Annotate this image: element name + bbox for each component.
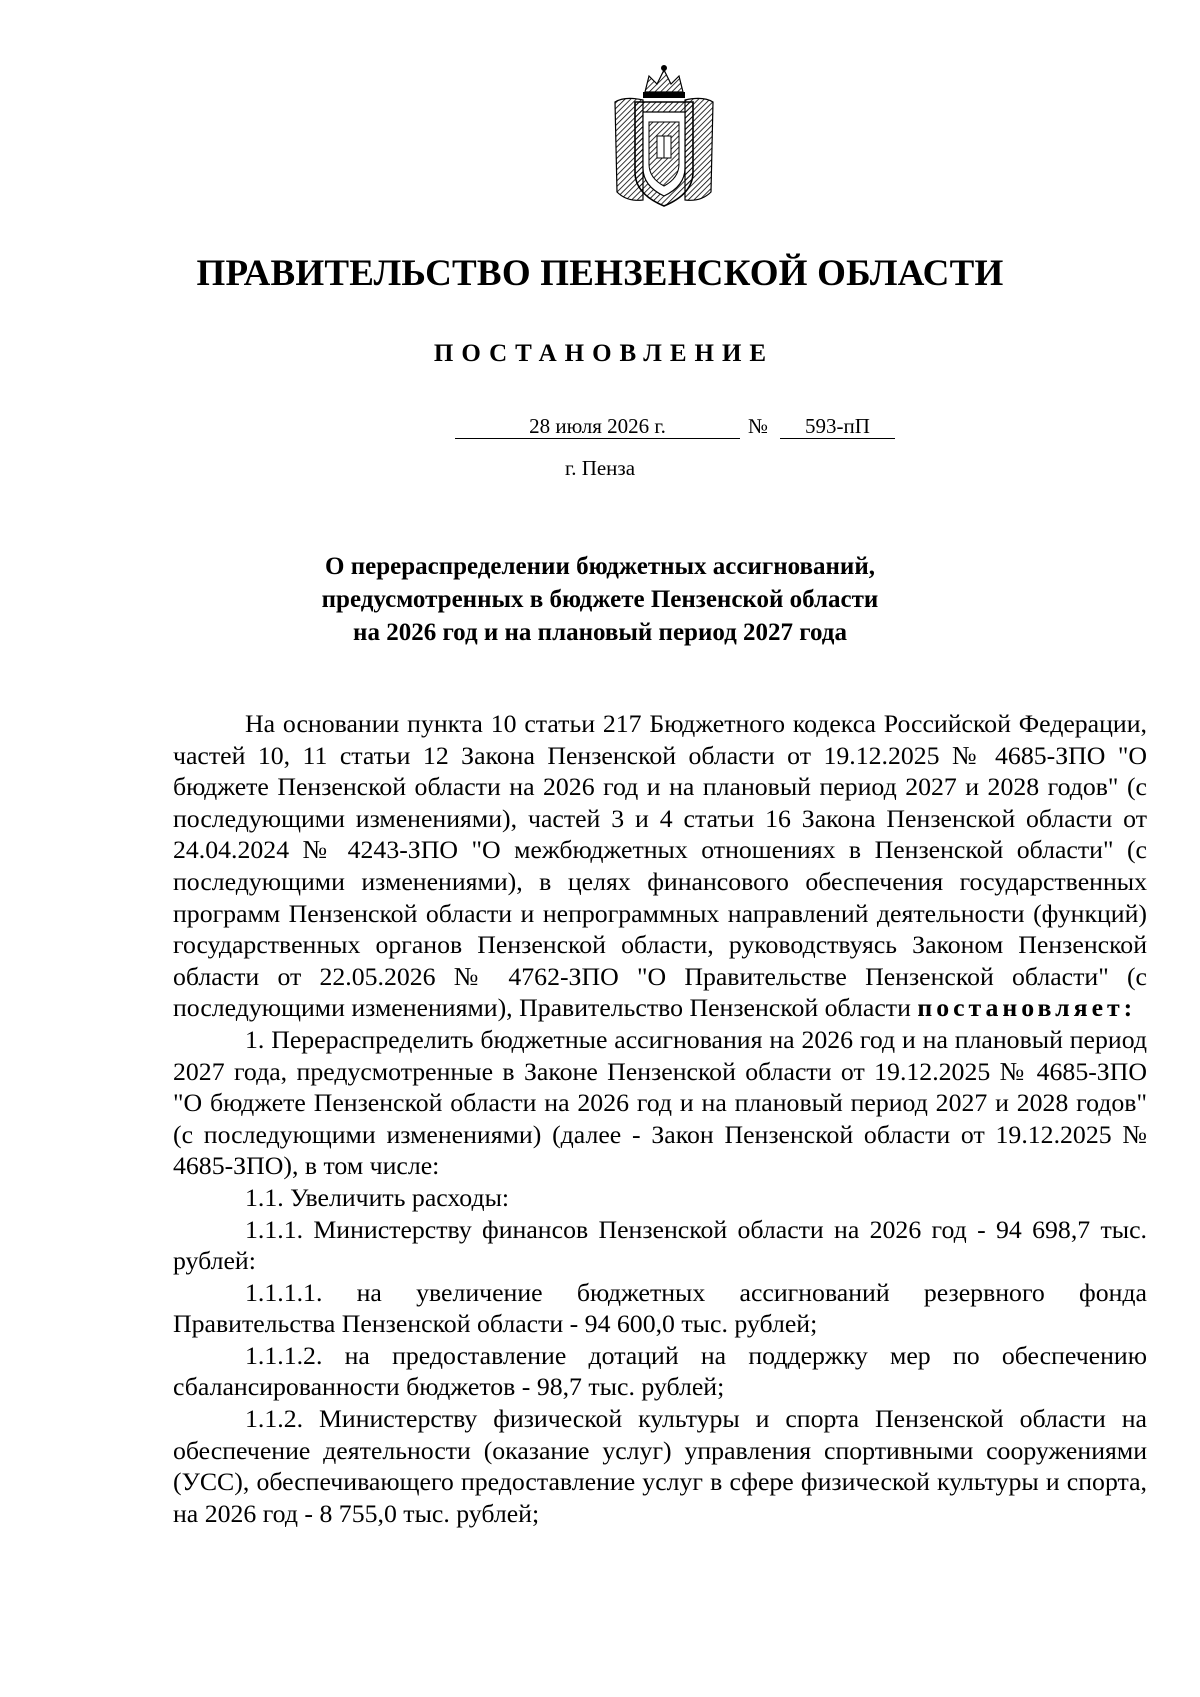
organization-title: ПРАВИТЕЛЬСТВО ПЕНЗЕНСКОЙ ОБЛАСТИ	[196, 253, 1004, 294]
document-type: ПОСТАНОВЛЕНИЕ	[433, 340, 775, 367]
document-date: 28 июля 2026 г.	[455, 414, 740, 439]
preamble-paragraph	[173, 708, 1147, 1024]
document-number: 593-пП	[780, 414, 895, 439]
paragraph-1-1-1-1: 1.1.1.1. на увеличение бюджетных ассигнований резервного фонда Правительства Пензенской области - 94 600,0 тыс. рублей;	[173, 1277, 1147, 1339]
document-city: г. Пенза	[564, 456, 636, 480]
subject-line-2: предусмотренных в бюджете Пензенской области	[321, 586, 879, 613]
paragraph-1-1: 1.1. Увеличить расходы:	[245, 1182, 510, 1212]
coat-of-arms-icon	[605, 62, 723, 212]
paragraph-1: 1. Перераспределить бюджетные ассигнования на 2026 год и на плановый период 2027 года, предусмотренные в Законе Пензенской области от 19.12.2025 № 4685-ЗПО "О бюджете Пензенской области на 2026 год и на плановый период 2027 и 2028 годов" (с последующими изменениями) (далее - Закон Пензенской области от 19.12.2025 № 4685-ЗПО), в том числе:	[173, 1024, 1147, 1181]
preamble-text: На основании пункта 10 статьи 217 Бюджетного кодекса Российской Федерации, частей 10, 11 статьи 12 Закона Пензенской области от 19.12.2025 № 4685-ЗПО "О бюджете Пензенской области на 2026 год и на плановый период 2027 и 2028 годов" (с последующими изменениями), частей 3 и 4 статьи 16 Закона Пензенской области от 24.04.2024 № 4243-ЗПО "О межбюджетных отношениях в Пензенской области" (с последующими изменениями), в целях финансового обеспечения государственных программ Пензенской области и непрограммных направлений деятельности (функций) государственных органов Пензенской области, руководствуясь Законом Пензенской области от 22.05.2026 № 4762-ЗПО "О Правительстве Пензенской области" (с последующими изменениями), Правительство Пензенской области	[173, 709, 1147, 1023]
document-subject	[300, 550, 900, 649]
document-body	[173, 708, 1147, 1529]
subject-line-3: на 2026 год и на плановый период 2027 года	[353, 619, 847, 646]
paragraph-1-1-1: 1.1.1. Министерству финансов Пензенской области на 2026 год - 94 698,7 тыс. рублей:	[173, 1214, 1147, 1276]
paragraph-1-1-1-2: 1.1.1.2. на предоставление дотаций на поддержку мер по обеспечению сбалансированности бюджетов - 98,7 тыс. рублей;	[173, 1340, 1147, 1402]
decree-word: постановляет:	[917, 993, 1137, 1023]
number-sign: №	[748, 414, 769, 438]
subject-line-1: О перераспределении бюджетных ассигнований,	[325, 553, 875, 580]
paragraph-1-1-2: 1.1.2. Министерству физической культуры и спорта Пензенской области на обеспечение деятельности (оказание услуг) управления спортивными сооружениями (УСС), обеспечивающего предоставление услуг в сфере физической культуры и спорта, на 2026 год - 8 755,0 тыс. рублей;	[173, 1404, 1147, 1528]
